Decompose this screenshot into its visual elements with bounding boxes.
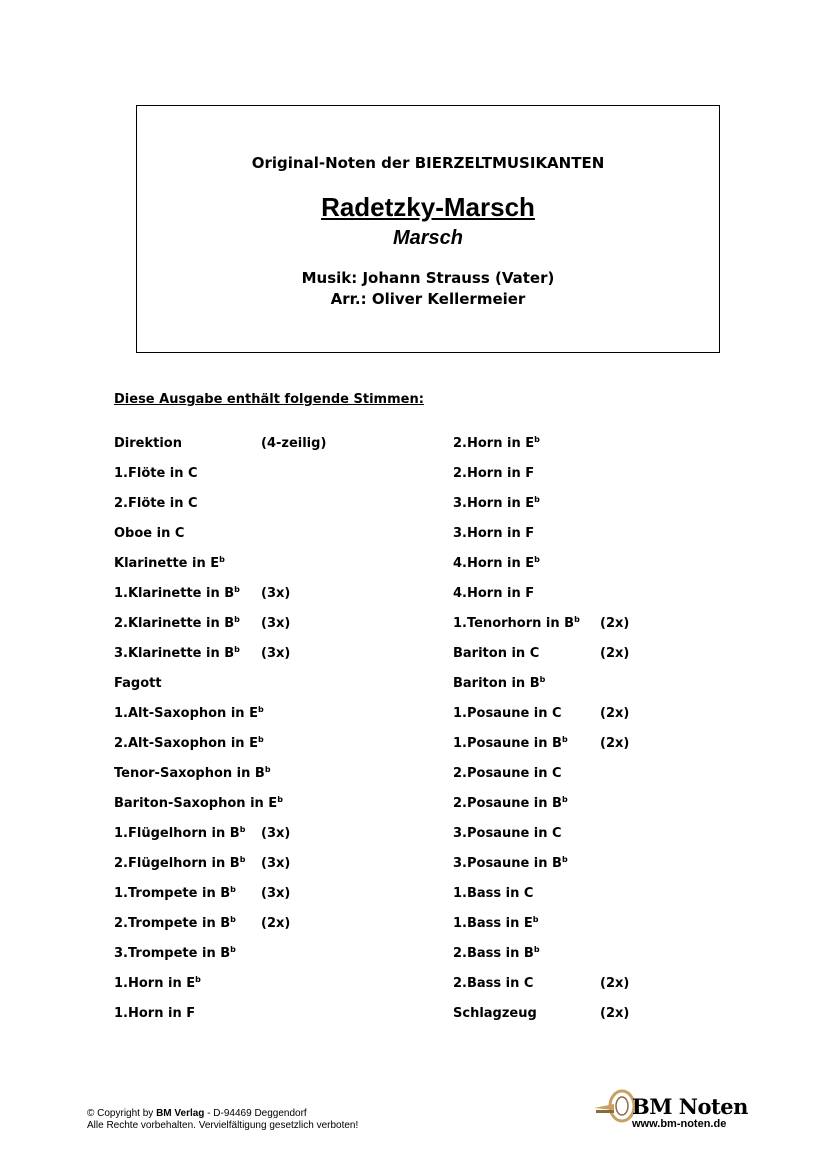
part-right xyxy=(453,585,713,603)
part-right xyxy=(453,855,713,873)
part-name: 3.Horn in F xyxy=(453,526,535,541)
part-count: (3x) xyxy=(261,886,291,901)
logo-url: www.bm-noten.de xyxy=(632,1118,727,1130)
part-count: (3x) xyxy=(261,856,291,871)
part-right xyxy=(453,525,713,543)
part-left xyxy=(114,975,434,993)
flat-sign: b xyxy=(264,765,271,774)
part-name: 2.Horn in F xyxy=(453,466,535,481)
part-left xyxy=(114,615,434,633)
part-left xyxy=(114,495,434,513)
part-right xyxy=(453,495,713,513)
part-name: Bariton in B xyxy=(453,676,540,691)
part-left xyxy=(114,825,434,843)
part-name: 1.Posaune in C xyxy=(453,706,562,721)
part-name: 2.Posaune in B xyxy=(453,796,562,811)
part-name: 1.Bass in C xyxy=(453,886,534,901)
flat-sign: b xyxy=(230,915,236,924)
part-left xyxy=(114,435,434,453)
part-right xyxy=(453,435,713,453)
part-left xyxy=(114,855,434,873)
part-name: 1.Bass in E xyxy=(453,916,533,931)
part-name: 4.Horn in F xyxy=(453,586,535,601)
part-count: (2x) xyxy=(600,976,630,991)
flat-sign: b xyxy=(219,555,225,564)
part-name: 3.Posaune in B xyxy=(453,856,562,871)
part-right xyxy=(453,945,713,963)
flat-sign: b xyxy=(234,645,240,654)
part-name: Oboe in C xyxy=(114,526,185,541)
part-left xyxy=(114,675,434,693)
part-name: 2.Horn in E xyxy=(453,436,535,451)
part-name: 2.Flöte in C xyxy=(114,496,198,511)
part-left xyxy=(114,645,434,663)
part-left xyxy=(114,765,434,783)
part-count: (2x) xyxy=(600,736,630,751)
part-count: (3x) xyxy=(261,826,291,841)
part-left xyxy=(114,885,434,903)
flat-sign: b xyxy=(539,675,546,684)
flat-sign: b xyxy=(230,885,236,894)
part-count: (2x) xyxy=(600,706,630,721)
flat-sign: b xyxy=(239,855,246,864)
flat-sign: b xyxy=(234,615,240,624)
part-right xyxy=(453,645,713,663)
part-left xyxy=(114,735,434,753)
logo-brand: BM Noten xyxy=(632,1094,748,1119)
part-name: 2.Flügelhorn in B xyxy=(114,856,240,871)
flat-sign: b xyxy=(234,585,240,594)
part-name: Fagott xyxy=(114,676,162,691)
part-left xyxy=(114,795,434,813)
part-left xyxy=(114,585,434,603)
part-name: 1.Alt-Saxophon in E xyxy=(114,706,258,721)
arranger: Arr.: Oliver Kellermeier xyxy=(330,290,526,308)
flat-sign: b xyxy=(532,915,539,924)
flat-sign: b xyxy=(195,975,201,984)
part-name: 1.Posaune in B xyxy=(453,736,562,751)
part-name: Bariton-Saxophon in E xyxy=(114,796,278,811)
part-right xyxy=(453,465,713,483)
flat-sign: b xyxy=(561,855,568,864)
part-right xyxy=(453,615,713,633)
part-name: Bariton in C xyxy=(453,646,540,661)
flat-sign: b xyxy=(561,795,568,804)
flat-sign: b xyxy=(239,825,246,834)
part-name: 2.Posaune in C xyxy=(453,766,562,781)
part-left xyxy=(114,465,434,483)
part-name: 2.Bass in B xyxy=(453,946,534,961)
flat-sign: b xyxy=(574,615,580,624)
part-count: (3x) xyxy=(261,616,291,631)
part-count: (3x) xyxy=(261,586,291,601)
flat-sign: b xyxy=(561,735,568,744)
flat-sign: b xyxy=(257,705,264,714)
flat-sign: b xyxy=(534,555,540,564)
page-title: Radetzky-Marsch xyxy=(321,192,535,222)
copyright-line xyxy=(87,1108,358,1120)
part-name: 1.Flöte in C xyxy=(114,466,198,481)
publisher-address: - D-94469 Deggendorf xyxy=(204,1108,307,1119)
title-box xyxy=(136,105,720,353)
part-name: 3.Posaune in C xyxy=(453,826,562,841)
part-count: (4-zeilig) xyxy=(261,436,327,451)
genre: Marsch xyxy=(392,227,464,249)
part-right xyxy=(453,1005,713,1023)
copyright-prefix: © Copyright by xyxy=(87,1108,157,1119)
part-name: 1.Tenorhorn in B xyxy=(453,616,575,631)
part-name: 2.Trompete in B xyxy=(114,916,231,931)
part-name: 2.Klarinette in B xyxy=(114,616,235,631)
part-right xyxy=(453,825,713,843)
part-name: 1.Klarinette in B xyxy=(114,586,235,601)
part-count: (2x) xyxy=(600,646,630,661)
flat-sign: b xyxy=(230,945,236,954)
part-name: 4.Horn in E xyxy=(453,556,535,571)
flat-sign: b xyxy=(533,945,540,954)
publisher: BM Verlag xyxy=(156,1108,205,1119)
part-right xyxy=(453,675,713,693)
part-left xyxy=(114,555,434,573)
part-name: Schlagzeug xyxy=(453,1006,537,1021)
part-right xyxy=(453,705,713,723)
part-left xyxy=(114,525,434,543)
part-left xyxy=(114,705,434,723)
part-left xyxy=(114,945,434,963)
part-name: 3.Klarinette in B xyxy=(114,646,235,661)
part-right xyxy=(453,915,713,933)
part-right xyxy=(453,735,713,753)
part-right xyxy=(453,795,713,813)
part-name: 3.Trompete in B xyxy=(114,946,231,961)
part-name: 1.Trompete in B xyxy=(114,886,231,901)
part-name: 2.Alt-Saxophon in E xyxy=(114,736,258,751)
bm-noten-logo xyxy=(592,1086,748,1134)
footer xyxy=(87,1108,358,1132)
composer: Musik: Johann Strauss (Vater) xyxy=(301,269,555,287)
part-right xyxy=(453,975,713,993)
flat-sign: b xyxy=(257,735,264,744)
part-count: (2x) xyxy=(600,616,630,631)
part-name: 2.Bass in C xyxy=(453,976,534,991)
rights-line: Alle Rechte vorbehalten. Vervielfältigung gesetzlich verboten! xyxy=(87,1120,359,1131)
part-name: Klarinette in E xyxy=(114,556,220,571)
part-right xyxy=(453,555,713,573)
subtitle: Original-Noten der BIERZELTMUSIKANTEN xyxy=(251,154,605,172)
flat-sign: b xyxy=(277,795,283,804)
part-name: Tenor-Saxophon in B xyxy=(114,766,265,781)
part-left xyxy=(114,915,434,933)
part-name: 1.Horn in F xyxy=(114,1006,196,1021)
part-name: 3.Horn in E xyxy=(453,496,535,511)
part-count: (2x) xyxy=(600,1006,630,1021)
part-name: 1.Horn in E xyxy=(114,976,196,991)
flat-sign: b xyxy=(534,495,540,504)
part-count: (2x) xyxy=(261,916,291,931)
part-left xyxy=(114,1005,434,1023)
part-count: (3x) xyxy=(261,646,291,661)
part-name: 1.Flügelhorn in B xyxy=(114,826,240,841)
part-name: Direktion xyxy=(114,436,182,451)
flat-sign: b xyxy=(534,435,540,444)
part-right xyxy=(453,885,713,903)
part-right xyxy=(453,765,713,783)
parts-heading: Diese Ausgabe enthält folgende Stimmen: xyxy=(114,392,424,407)
